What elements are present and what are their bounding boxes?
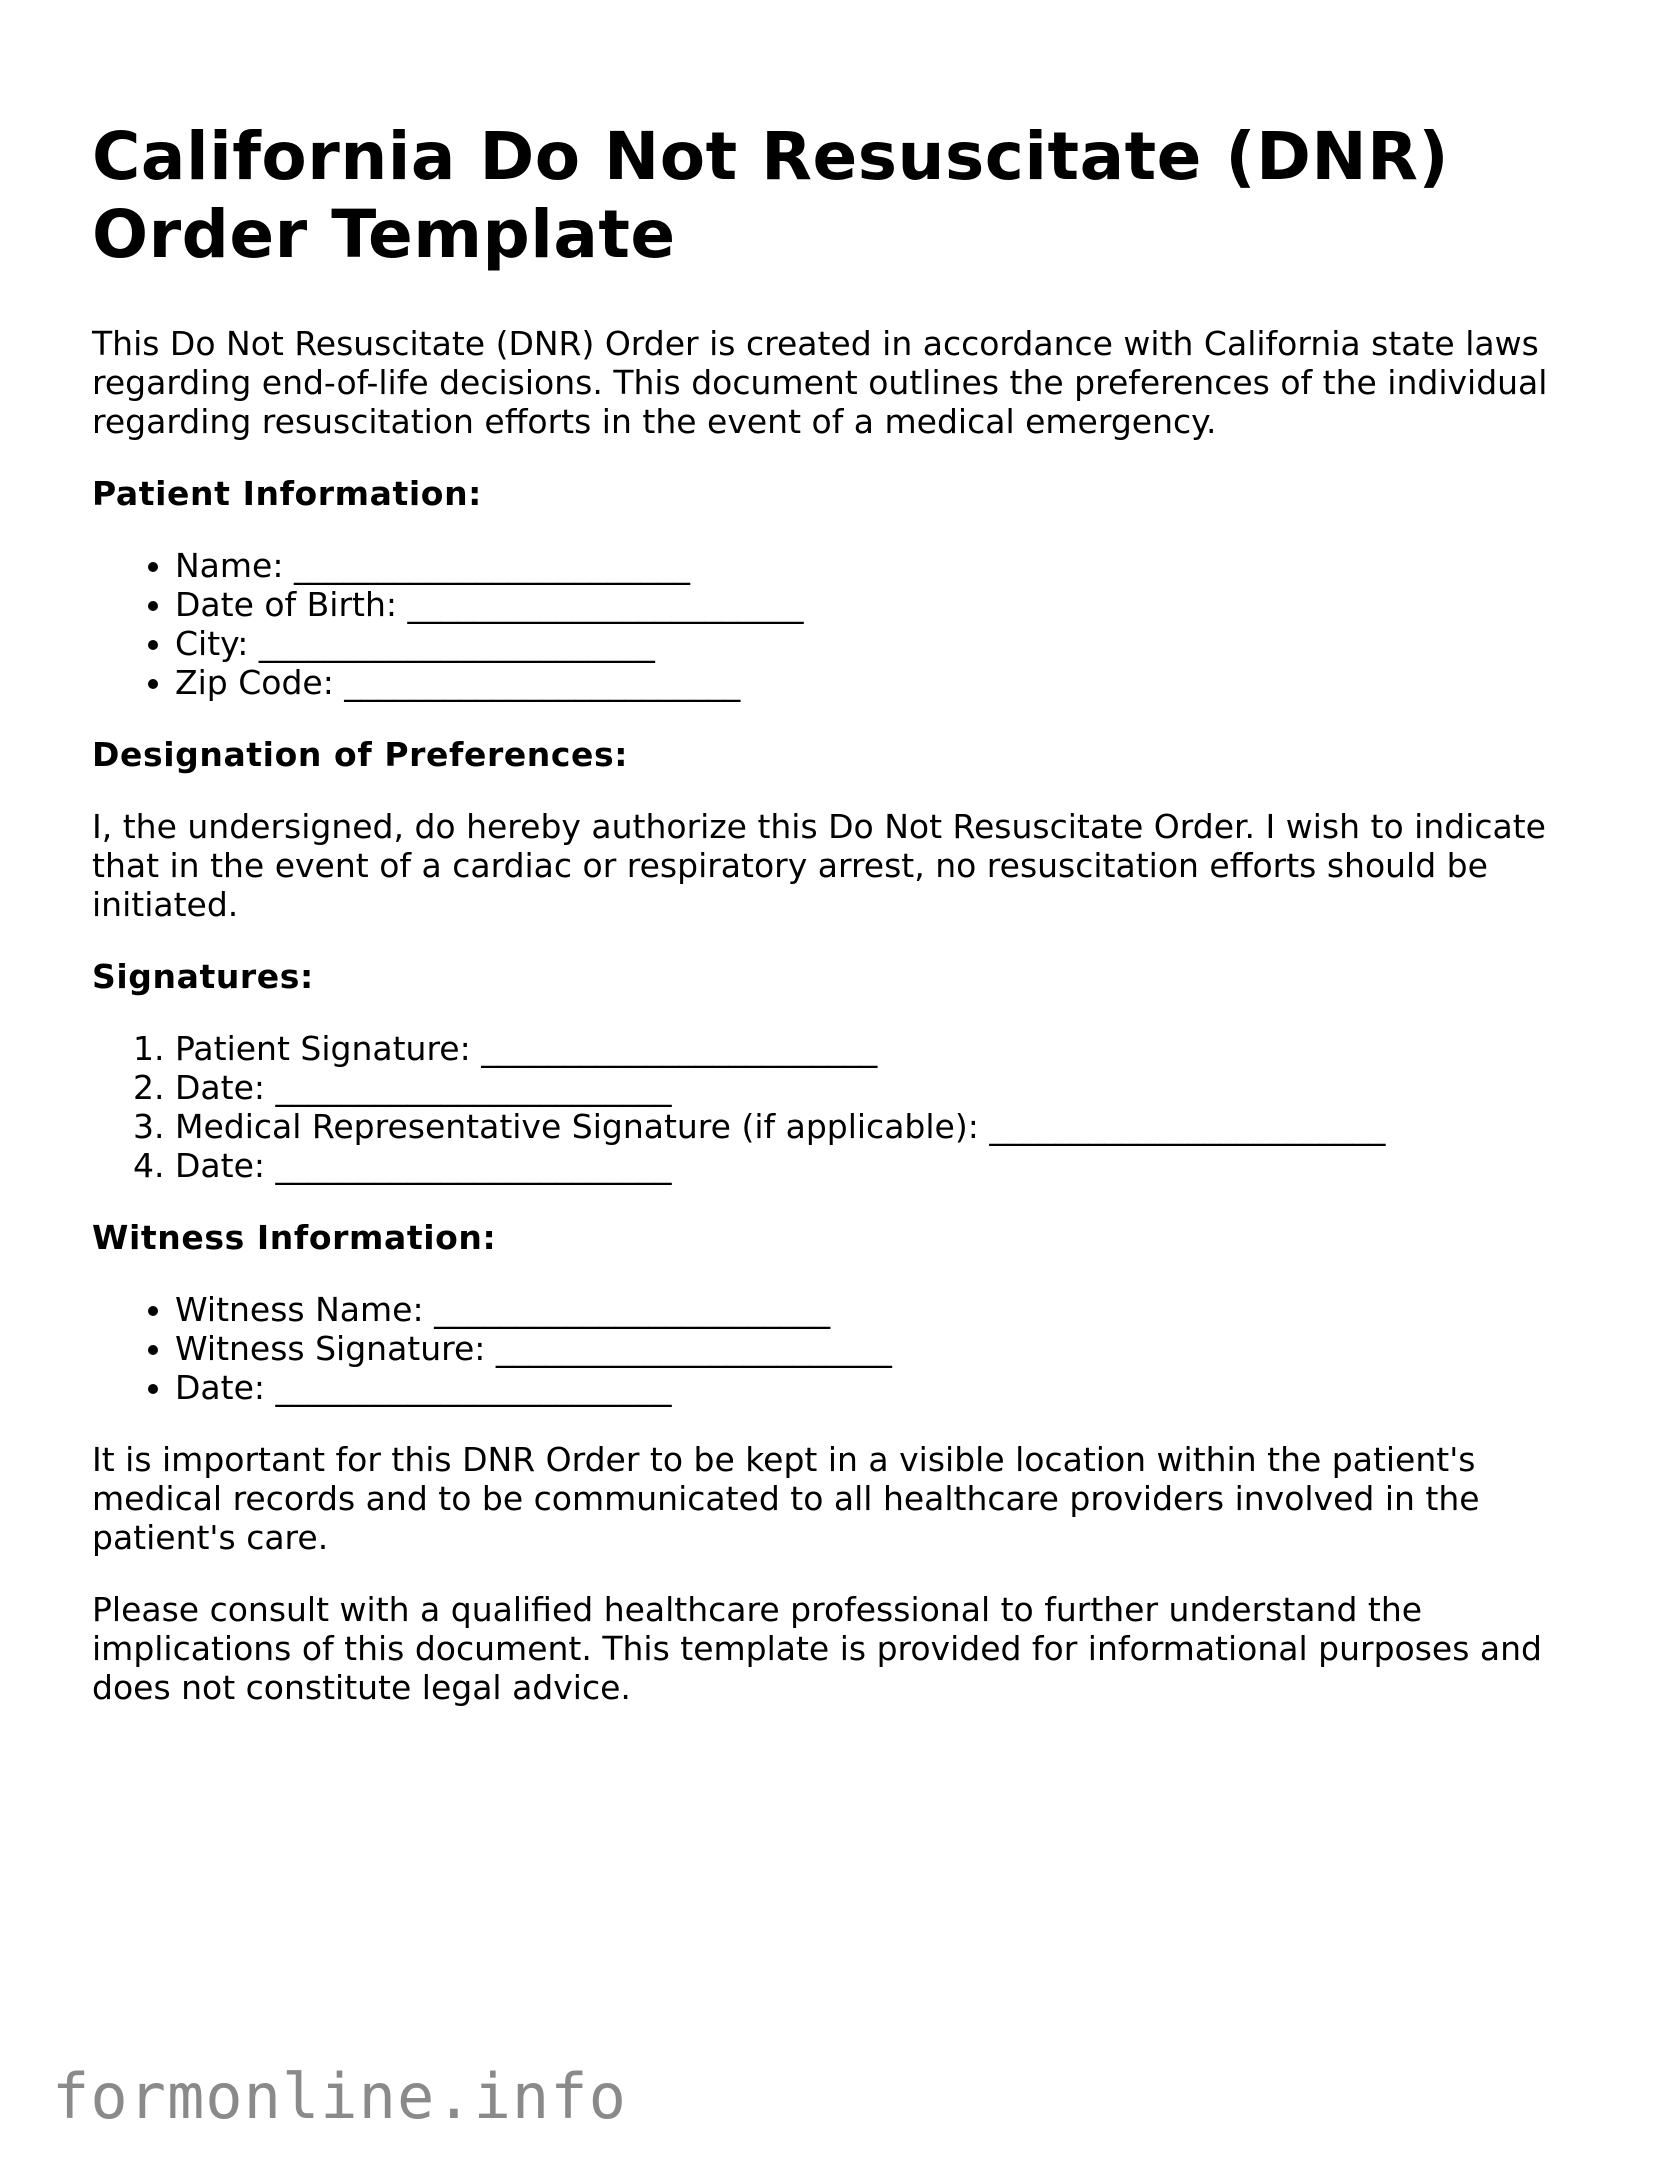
patient-zip-field: • Zip Code: ________________________ xyxy=(175,663,1592,702)
witness-information-heading: Witness Information: xyxy=(92,1218,497,1257)
patient-signature-field: 1. Patient Signature: ________________________ xyxy=(175,1029,1592,1068)
witness-name-field: • Witness Name: ________________________ xyxy=(175,1290,1592,1329)
patient-information-list xyxy=(92,546,1592,702)
patient-name-field: • Name: ________________________ xyxy=(175,546,1592,585)
patient-information-heading: Patient Information: xyxy=(92,474,482,513)
closing-paragraph-records: It is important for this DNR Order to be kept in a visible location within the patient's medical records and to be communicated to all healthcare providers involved in the patient's care. xyxy=(92,1440,1480,1557)
signatures-list xyxy=(92,1029,1592,1185)
signatures-heading: Signatures: xyxy=(92,957,314,996)
patient-dob-field: • Date of Birth: ________________________ xyxy=(175,585,1592,624)
representative-signature-field: 3. Medical Representative Signature (if applicable): ________________________ xyxy=(175,1107,1592,1146)
document-page xyxy=(92,118,1592,1740)
witness-signature-field: • Witness Signature: ________________________ xyxy=(175,1329,1592,1368)
document-title: California Do Not Resuscitate (DNR) Order Template xyxy=(92,118,1450,273)
watermark-logo: formonline.info xyxy=(52,2060,627,2133)
closing-paragraph-disclaimer: Please consult with a qualified healthcare professional to further understand the implications of this document. This template is provided for informational purposes and does not constitute legal advice. xyxy=(92,1590,1542,1707)
representative-signature-date-field: 4. Date: ________________________ xyxy=(175,1146,1592,1185)
patient-signature-date-field: 2. Date: ________________________ xyxy=(175,1068,1592,1107)
intro-paragraph: This Do Not Resuscitate (DNR) Order is created in accordance with California state laws regarding end-of-life decisions. This document outlines the preferences of the individual regarding resuscitation efforts in the event of a medical emergency. xyxy=(92,324,1548,441)
preferences-heading: Designation of Preferences: xyxy=(92,735,629,774)
patient-city-field: • City: ________________________ xyxy=(175,624,1592,663)
witness-date-field: • Date: ________________________ xyxy=(175,1368,1592,1407)
preferences-paragraph: I, the undersigned, do hereby authorize this Do Not Resuscitate Order. I wish to indicate that in the event of a cardiac or respiratory arrest, no resuscitation efforts should be initiated. xyxy=(92,807,1546,924)
witness-information-list xyxy=(92,1290,1592,1407)
